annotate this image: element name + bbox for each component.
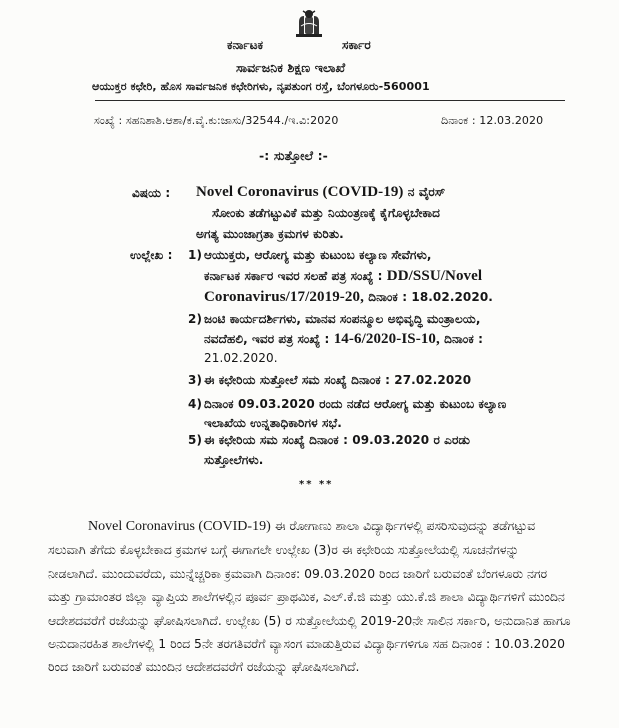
reference-1-date: ದಿನಾಂಕ : 18.02.2020. — [368, 290, 493, 304]
subject-line-3: ಅಗತ್ಯ ಮುಂಜಾಗ್ರತಾ ಕ್ರಮಗಳ ಕುರಿತು. — [196, 227, 344, 241]
reference-4-line-1: ದಿನಾಂಕ 09.03.2020 ರಂದು ನಡೆದ ಆರೋಗ್ಯ ಮತ್ತು ಕುಟುಂಬ ಕಲ್ಯಾಣ — [204, 397, 507, 411]
reference-2-line-1: ಜಂಟಿ ಕಾರ್ಯದರ್ಶಿಗಳು, ಮಾನವ ಸಂಪನ್ಮೂಲ ಅಭಿವೃದ್ಧಿ ಮಂತ್ರಾಲಯ, — [204, 312, 481, 326]
govt-name: ಸರ್ಕಾರ — [342, 38, 371, 52]
reference-1-number: 1) — [188, 248, 203, 262]
header-rule — [95, 100, 565, 101]
circular-title: -: ಸುತ್ತೋಲೆ :- — [259, 148, 328, 163]
reference-date — [441, 114, 543, 128]
subject-label: ವಿಷಯ : — [132, 186, 171, 200]
reference-4-line-2: ಇಲಾಖೆಯ ಉನ್ನತಾಧಿಕಾರಿಗಳ ಸಭೆ. — [204, 416, 342, 430]
subject-english: Novel Coronavirus (COVID-19) — [196, 184, 404, 200]
reference-2-date-label: ದಿನಾಂಕ : — [444, 332, 484, 346]
reference-1-line-3 — [204, 289, 493, 306]
reference-2-line-3: 21.02.2020. — [204, 351, 278, 365]
state-name: ಕರ್ನಾಟಕ — [227, 38, 264, 52]
reference-number-label: ಸಂಖ್ಯೆ : — [94, 114, 123, 127]
karnataka-emblem-icon — [292, 8, 326, 40]
reference-4-number: 4) — [188, 397, 203, 411]
reference-1-code-cont: Coronavirus/17/2019-20, — [204, 289, 364, 305]
references-label: ಉಲ್ಲೇಖ : — [130, 248, 173, 262]
reference-2-code: 14-6/2020-IS-10, — [333, 331, 440, 347]
reference-2-number: 2) — [188, 312, 203, 326]
reference-1-line-2 — [204, 268, 482, 285]
reference-number-value: ಸಹನಿಶಾಶಿ.ಆಶಾ/ಕ.ವೈ.ಕು:ಜಾಸು/32544./ಇ.ವಿ:2020 — [125, 114, 339, 127]
body-text: ಈ ರೋಗಾಣು ಶಾಲಾ ವಿದ್ಯಾರ್ಥಿಗಳಲ್ಲಿ ಪಸರಿಸುವುದನ್ನು ತಡೆಗಟ್ಟುವ ಸಲುವಾಗಿ ತೆಗೆದು ಕೊಳ್ಳಬೇಕಾದ ಕ್ರಮಗಳ ಬಗ್ಗೆ ಈಗಾಗಲೇ ಉಲ್ಲೇಖ (3)ರ ಈ ಕಛೇರಿಯ ಸುತ್ತೋಲೆಯಲ್ಲಿ ಸೂಚನೆಗಳನ್ನು ನೀಡಲಾಗಿದೆ. ಮುಂದುವರೆದು, ಮುನ್ನೆಚ್ಚರಿಕಾ ಕ್ರಮವಾಗಿ ದಿನಾಂಕ: 09.03.2020 ರಿಂದ ಜಾರಿಗೆ ಬರುವಂತೆ ಬೆಂಗಳೂರು ನಗರ ಮತ್ತು ಗ್ರಾಮಾಂತರ ಜಿಲ್ಲಾ ವ್ಯಾಪ್ತಿಯ ಶಾಲೆಗಳಲ್ಲಿನ ಪೂರ್ವ ಪ್ರಾಥಮಿಕ, ಎಲ್.ಕೆ.ಜಿ ಮತ್ತು ಯು.ಕೆ.ಜಿ ಶಾಲಾ ವಿದ್ಯಾರ್ಥಿಗಳಿಗೆ ಮುಂದಿನ ಆದೇಶದವರೆಗೆ ರಜೆಯನ್ನು ಘೋಷಿಸಲಾಗಿದೆ. ಉಲ್ಲೇಖ (5) ರ ಸುತ್ತೋಲೆಯಲ್ಲಿ 2019-20ನೇ ಸಾಲಿನ ಸರ್ಕಾರಿ, ಅನುದಾನಿತ ಹಾಗೂ ಅನುದಾನರಹಿತ ಶಾಲೆಗಳಲ್ಲಿ 1 ರಿಂದ 5ನೇ ತರಗತಿವರೆಗೆ ವ್ಯಾಸಂಗ ಮಾಡುತ್ತಿರುವ ವಿದ್ಯಾರ್ಥಿಗಳಿಗೂ ಸಹ ದಿನಾಂಕ : 10.03.2020 ರಿಂದ ಜಾರಿಗೆ ಬರುವಂತೆ ಮುಂದಿನ ಆದೇಶದವರೆಗೆ ರಜೆಯನ್ನು ಘೋಷಿಸಲಾಗಿದೆ. — [48, 518, 571, 675]
subject-line-2: ಸೋಂಕು ತಡೆಗಟ್ಟುವಿಕೆ ಮತ್ತು ನಿಯಂತ್ರಣಕ್ಕೆ ಕೈಗೊಳ್ಳಬೇಕಾದ — [212, 206, 440, 220]
reference-date-value: 12.03.2020 — [479, 114, 544, 127]
body-paragraph — [48, 514, 572, 679]
reference-2-line-2 — [204, 331, 483, 348]
body-english-term: Novel Coronavirus (COVID-19) — [88, 519, 271, 534]
reference-1-kannada: ಕರ್ನಾಟಕ ಸರ್ಕಾರ ಇವರ ಸಲಹೆ ಪತ್ರ ಸಂಖ್ಯೆ : — [204, 269, 383, 283]
reference-3-line: ಈ ಕಛೇರಿಯ ಸುತ್ತೋಲೆ ಸಮ ಸಂಖ್ಯೆ ದಿನಾಂಕ : 27.02.2020 — [204, 373, 472, 387]
reference-5-line-2: ಸುತ್ತೋಲೆಗಳು. — [204, 453, 264, 467]
reference-1-code: DD/SSU/Novel — [386, 268, 483, 284]
subject-line-1 — [196, 184, 445, 201]
department-name: ಸಾರ್ವಜನಿಕ ಶಿಕ್ಷಣ ಇಲಾಖೆ — [236, 60, 346, 75]
reference-2-kannada: ನವದೆಹಲಿ, ಇವರ ಪತ್ರ ಸಂಖ್ಯೆ : — [204, 332, 330, 346]
subject-kannada: ನ ವೈರಸ್ — [407, 185, 446, 199]
reference-number — [94, 114, 339, 128]
reference-1-line-1: ಆಯುಕ್ತರು, ಆರೋಗ್ಯ ಮತ್ತು ಕುಟುಂಬ ಕಲ್ಯಾಣ ಸೇವೆಗಳು, — [204, 248, 432, 262]
reference-5-line-1: ಈ ಕಛೇರಿಯ ಸಮ ಸಂಖ್ಯೆ ದಿನಾಂಕ : 09.03.2020 ರ ಎರಡು — [204, 433, 470, 447]
reference-5-number: 5) — [188, 433, 203, 447]
reference-date-label: ದಿನಾಂಕ : — [441, 114, 476, 127]
section-separator: ** ** — [299, 479, 334, 490]
reference-3-number: 3) — [188, 373, 203, 387]
office-address: ಆಯುಕ್ತರ ಕಛೇರಿ, ಹೊಸ ಸಾರ್ವಜನಿಕ ಕಛೇರಿಗಳು, ನೃಪತುಂಗ ರಸ್ತೆ, ಬೆಂಗಳೂರು-560001 — [92, 80, 430, 93]
